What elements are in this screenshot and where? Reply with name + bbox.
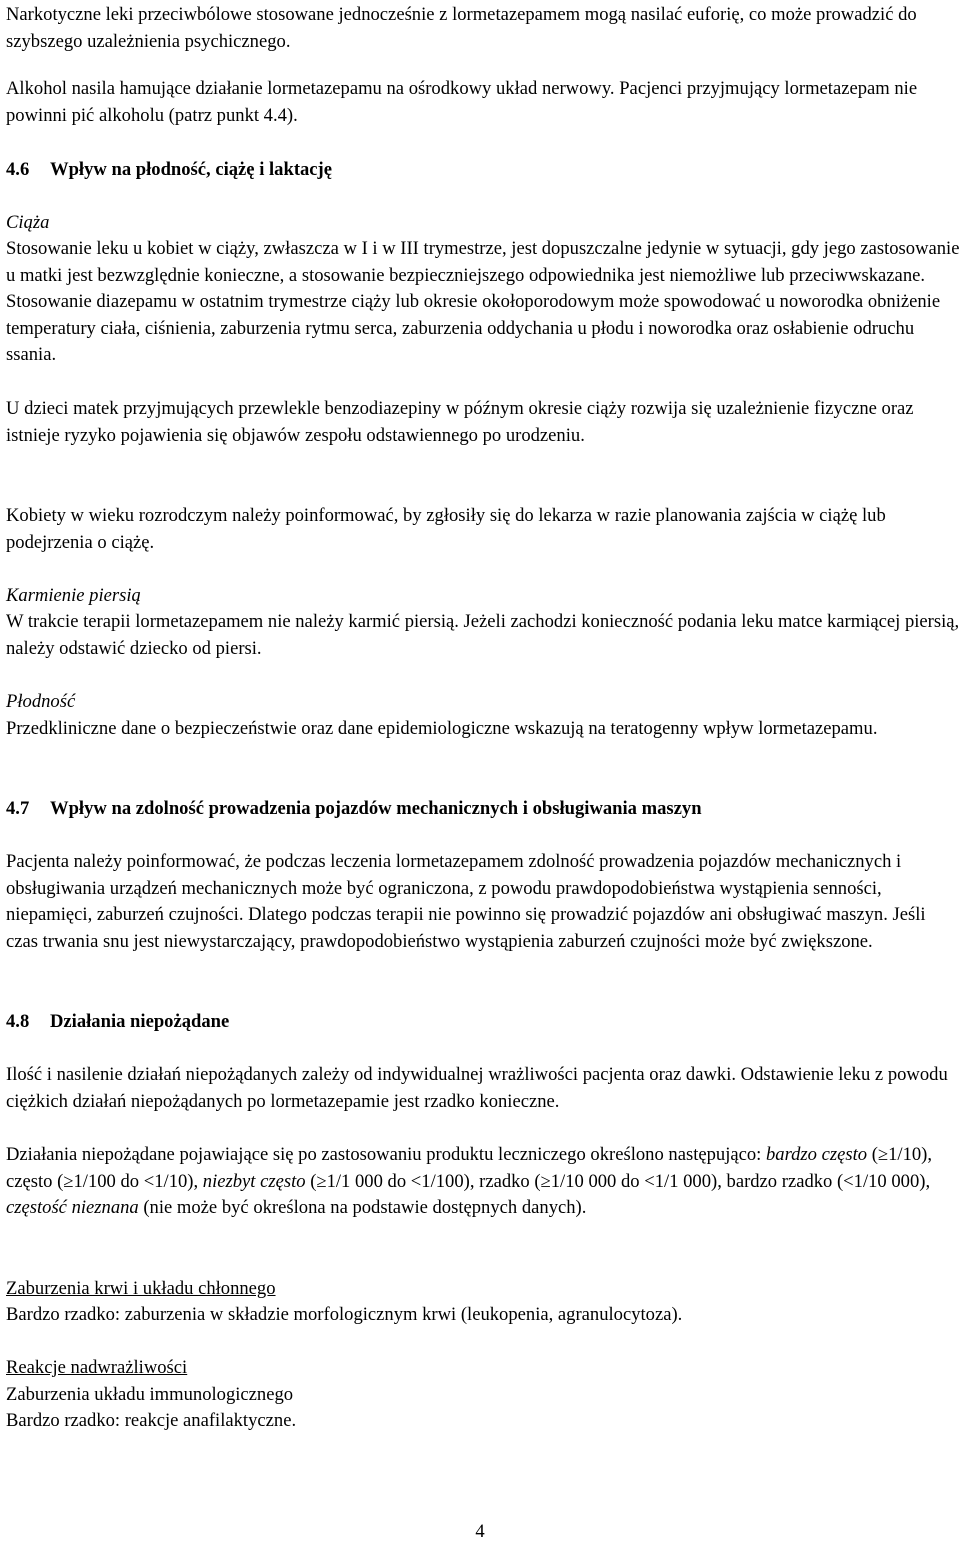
paragraph-fertility: Przedkliniczne dane o bezpieczeństwie oraz dane epidemiologiczne wskazują na teratogenny wpływ lormetazepamu.: [6, 718, 878, 739]
section-title: Działania niepożądane: [50, 1011, 230, 1032]
paragraph-blood-disorders: Bardzo rzadko: zaburzenia w składzie morfologicznym krwi (leukopenia, agranulocytoza).: [6, 1304, 683, 1325]
frequency-very-common: bardzo często: [766, 1144, 868, 1165]
subheading-pregnancy: Ciąża: [6, 212, 50, 233]
frequency-lead: Działania niepożądane pojawiające się po zastosowaniu produktu leczniczego określono następująco:: [6, 1144, 762, 1165]
frequency-tail: (nie może być określona na podstawie dostępnych danych).: [138, 1197, 587, 1219]
paragraph-frequency-definitions: [6, 1142, 960, 1222]
frequency-rare: rzadko (≥1/10 000 do <1/1 000), bardzo rzadko (<1/10 000),: [479, 1170, 931, 1192]
subheading-fertility: Płodność: [6, 691, 76, 712]
section-title: Wpływ na płodność, ciążę i laktację: [50, 159, 333, 180]
paragraph-breastfeeding: W trakcie terapii lormetazepamem nie należy karmić piersią. Jeżeli zachodzi konieczność podania leku matce karmiącej piersią, należy odstawić dziecko od piersi.: [6, 611, 960, 659]
paragraph-pregnancy-use: Stosowanie leku u kobiet w ciąży, zwłaszcza w I i w III trymestrze, jest dopuszczalne jedynie w sytuacji, gdy jego zastosowanie u matki jest bezwzględnie konieczne, a stosowanie bezpieczniejszego odpowiednika jest niemożliwe lub przeciwwskazane. Stosowanie diazepamu w ostatnim trymestrze ciąży lub okresie okołoporodowym może spowodować u noworodka obniżenie temperatury ciała, ciśnienia, zaburzenia rytmu serca, zaburzenia oddychania u płodu i noworodka oraz osłabienie odruchu ssania.: [6, 238, 960, 366]
paragraph-pregnancy-dependence: U dzieci matek przyjmujących przewlekle benzodiazepiny w późnym okresie ciąży rozwija się uzależnienie fizyczne oraz istnieje ryzyko pojawienia się objawów zespołu odstawiennego po urodzeniu.: [6, 398, 914, 446]
frequency-common: często (≥1/100 do <1/10),: [6, 1170, 203, 1192]
paragraph-pregnancy-planning: Kobiety w wieku rozrodczym należy poinformować, by zgłosiły się do lekarza w razie planowania zajścia w ciążę lub podejrzenia o ciążę.: [6, 505, 886, 553]
section-number: 4.6: [6, 159, 30, 180]
frequency-uncommon-range: (≥1/1 000 do <1/100),: [305, 1170, 475, 1192]
section-number: 4.8: [6, 1011, 30, 1032]
section-heading-4-7: [6, 796, 960, 823]
section-heading-4-6: [6, 157, 960, 184]
paragraph-alcohol-interaction: Alkohol nasila hamujące działanie lormetazepamu na ośrodkowy układ nerwowy. Pacjenci przyjmujący lormetazepam nie powinni pić alkoholu (patrz punkt 4.4).: [6, 78, 918, 126]
subheading-blood-disorders: Zaburzenia krwi i układu chłonnego: [6, 1278, 276, 1299]
subheading-breastfeeding: Karmienie piersią: [6, 585, 141, 606]
page-number: 4: [475, 1521, 485, 1542]
frequency-unknown: częstość nieznana: [6, 1197, 139, 1219]
frequency-uncommon: niezbyt często: [202, 1170, 306, 1192]
paragraph-opioid-interaction: Narkotyczne leki przeciwbólowe stosowane jednocześnie z lormetazepamem mogą nasilać euforię, co może prowadzić do szybszego uzależnienia psychicznego.: [6, 4, 917, 52]
line-immune-disorders: Zaburzenia układu immunologicznego: [6, 1384, 294, 1405]
section-number: 4.7: [6, 798, 30, 819]
subheading-hypersensitivity: Reakcje nadwrażliwości: [6, 1357, 188, 1378]
section-heading-4-8: [6, 1009, 960, 1036]
paragraph-driving: Pacjenta należy poinformować, że podczas leczenia lormetazepamem zdolność prowadzenia pojazdów mechanicznych i obsługiwania urządzeń mechanicznych może być ograniczona, z powodu prawdopodobieństwa wystąpienia senności, niepamięci, zaburzeń czujności. Dlatego podczas terapii nie powinno się prowadzić pojazdów ani obsługiwać maszyn. Jeśli czas trwania snu jest niewystarczający, prawdopodobieństwo wystąpienia zaburzeń czujności może być zwiększone.: [6, 851, 926, 952]
paragraph-adverse-intro: Ilość i nasilenie działań niepożądanych zależy od indywidualnej wrażliwości pacjenta oraz dawki. Odstawienie leku z powodu ciężkich działań niepożądanych po lormetazepamie jest rzadko konieczne.: [6, 1064, 948, 1112]
section-title: Wpływ na zdolność prowadzenia pojazdów mechanicznych i obsługiwania maszyn: [50, 798, 702, 819]
line-anaphylaxis: Bardzo rzadko: reakcje anafilaktyczne.: [6, 1410, 297, 1431]
frequency-very-common-range: (≥1/10),: [867, 1144, 933, 1165]
